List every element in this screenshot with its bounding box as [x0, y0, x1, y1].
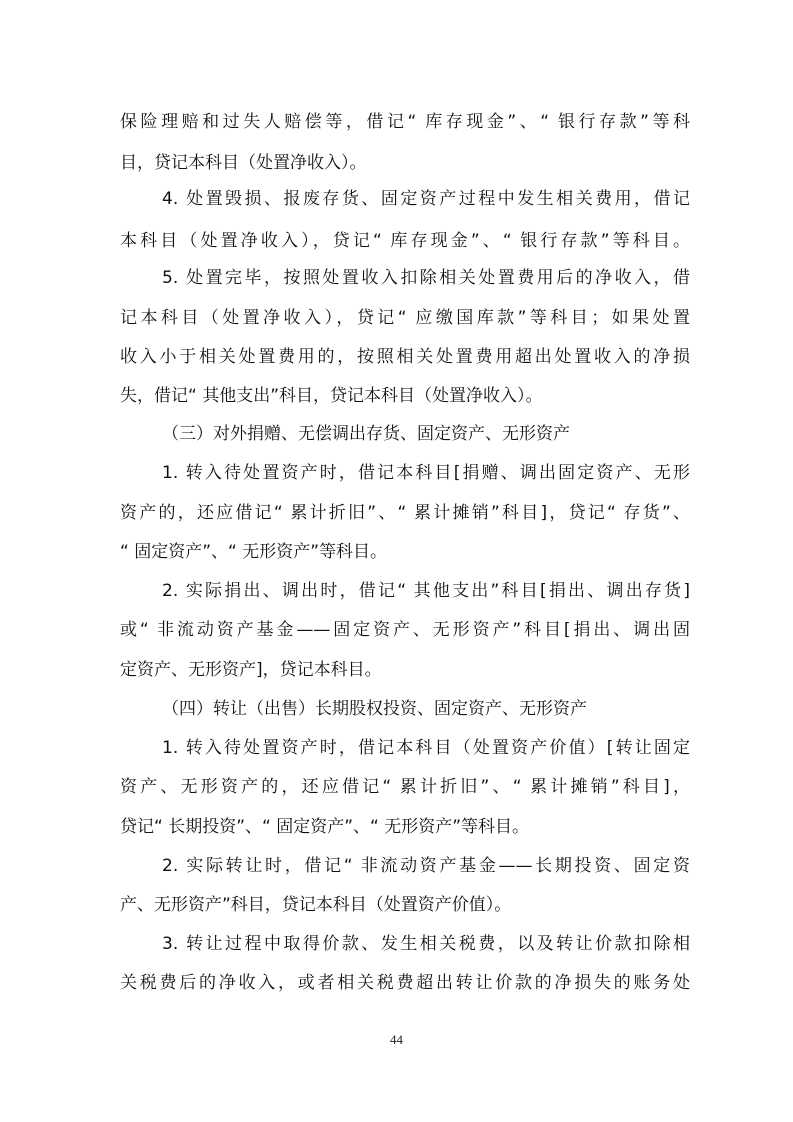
text-line-10: 1. 转入待处置资产时，借记本科目[捐赠、调出固定资产、无形	[162, 463, 690, 483]
text-line-21: 产、无形资产”科目，贷记本科目（处置资产价值）。	[120, 895, 512, 915]
text-line-1: 保险理赔和过失人赔偿等，借记“ 库存现金”、“ 银行存款”等科	[120, 112, 690, 132]
text-line-7: 收入小于相关处置费用的，按照相关处置费用超出处置收入的净损	[120, 347, 690, 367]
text-line-18: 资产、无形资产的，还应借记“ 累计折旧”、“ 累计摊销”科目]，	[120, 777, 690, 797]
text-line-22: 3. 转让过程中取得价款、发生相关税费，以及转让价款扣除相	[162, 934, 690, 954]
section-heading-4: （四）转让（出售）长期股权投资、固定资产、无形资产	[162, 699, 587, 719]
text-line-14: 或“ 非流动资产基金——固定资产、无形资产”科目[捐出、调出固	[120, 620, 690, 640]
text-line-5: 5. 处置完毕，按照处置收入扣除相关处置费用后的净收入，借	[162, 268, 690, 288]
text-line-3: 4. 处置毁损、报废存货、固定资产过程中发生相关费用，借记	[162, 189, 690, 209]
text-line-8: 失，借记“ 其他支出”科目，贷记本科目（处置净收入）。	[120, 386, 543, 406]
text-line-12: “ 固定资产”、“ 无形资产”等科目。	[120, 542, 388, 562]
text-line-4: 本科目（处置净收入），贷记“ 库存现金”、“ 银行存款”等科目。	[120, 231, 690, 251]
text-line-2: 目，贷记本科目（处置净收入）。	[120, 153, 367, 173]
text-line-11: 资产的，还应借记“ 累计折旧”、“ 累计摊销”科目]，贷记“ 存货”、	[120, 503, 690, 523]
text-line-15: 定资产、无形资产]，贷记本科目。	[120, 660, 382, 680]
text-line-17: 1. 转入待处置资产时，借记本科目（处置资产价值）[转让固定	[162, 738, 690, 758]
text-line-13: 2. 实际捐出、调出时，借记“ 其他支出”科目[捐出、调出存货]	[162, 581, 690, 601]
text-line-20: 2. 实际转让时，借记“ 非流动资产基金——长期投资、固定资	[162, 856, 690, 876]
text-line-6: 记本科目（处置净收入），贷记“ 应缴国库款”等科目；如果处置	[120, 308, 690, 328]
section-heading-3: （三）对外捐赠、无偿调出存货、固定资产、无形资产	[162, 424, 570, 444]
text-line-19: 贷记“ 长期投资”、“ 固定资产”、“ 无形资产”等科目。	[120, 817, 530, 837]
page-number: 44	[390, 1032, 403, 1047]
text-line-23: 关税费后的净收入，或者相关税费超出转让价款的净损失的账务处	[120, 973, 690, 993]
